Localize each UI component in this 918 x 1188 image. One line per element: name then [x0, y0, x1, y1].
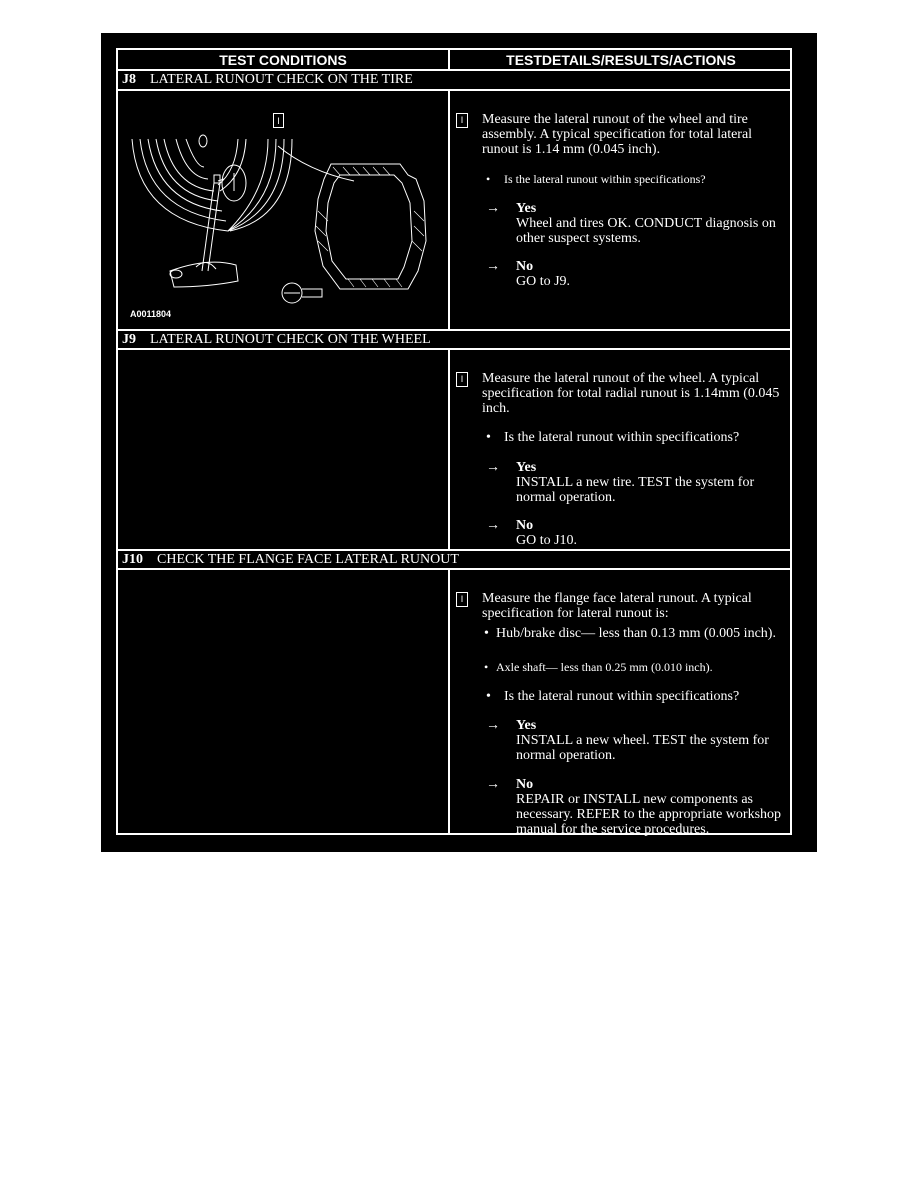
section-title-j10	[118, 551, 790, 569]
figure-code: A0011804	[130, 309, 172, 319]
spec-text: Hub/brake disc— less than 0.13 mm (0.005 inch).	[496, 626, 776, 641]
answer-label: Yes	[516, 201, 537, 216]
section-title-text: CHECK THE FLANGE FACE LATERAL RUNOUT	[157, 552, 459, 567]
spec-item	[484, 626, 784, 641]
arrow-right-icon: →	[486, 777, 500, 792]
question-text: Is the lateral runout within specifications?	[504, 689, 740, 704]
question	[486, 689, 739, 704]
j8-details	[450, 91, 792, 329]
answer-text: GO to J9.	[516, 274, 571, 289]
section-title-text: LATERAL RUNOUT CHECK ON THE WHEEL	[150, 332, 431, 347]
section-title-text: LATERAL RUNOUT CHECK ON THE TIRE	[150, 72, 413, 87]
j8-figure	[118, 91, 448, 329]
answer-label: No	[516, 518, 534, 533]
section-title-j8	[118, 71, 790, 89]
section-title-j9	[118, 331, 790, 349]
bullet-icon: •	[486, 430, 491, 445]
header-test-conditions: TEST CONDITIONS	[219, 51, 347, 68]
answer-text: Wheel and tires OK. CONDUCT diagnosis on other suspect systems.	[516, 216, 776, 246]
spec-text: Axle shaft— less than 0.25 mm (0.010 inch).	[496, 660, 713, 674]
column-divider	[448, 50, 450, 69]
j9-details	[450, 350, 792, 549]
arrow-right-icon: →	[486, 259, 500, 274]
arrow-right-icon: →	[486, 460, 500, 475]
answer-label: Yes	[516, 718, 537, 733]
instruction-text: Measure the lateral runout of the wheel. A typical specification for total radial runout is 1.14mm (0.045 inch.	[482, 371, 780, 416]
answer-text: REPAIR or INSTALL new components as necessary. REFER to the appropriate workshop manual for the service procedures.	[516, 792, 782, 837]
answer-text: INSTALL a new wheel. TEST the system for normal operation.	[516, 733, 769, 763]
answer-label: Yes	[516, 460, 537, 475]
answer-text: INSTALL a new tire. TEST the system for normal operation.	[516, 475, 755, 505]
step-marker: I	[456, 592, 468, 607]
question	[486, 172, 706, 187]
step-marker: I	[456, 113, 468, 128]
instruction-text: Measure the flange face lateral runout. A typical specification for lateral runout is:	[482, 591, 752, 621]
bullet-icon: •	[484, 626, 489, 641]
question-text: Is the lateral runout within specifications?	[504, 430, 740, 445]
bullet-icon: •	[486, 172, 491, 186]
section-id: J8	[122, 72, 136, 87]
tire-runout-illustration-icon	[118, 91, 448, 329]
question	[486, 430, 739, 445]
spec-item	[484, 660, 784, 675]
header-test-details: TESTDETAILS/RESULTS/ACTIONS	[506, 51, 736, 68]
diagnostic-table	[116, 48, 792, 835]
answer-label: No	[516, 777, 534, 792]
bullet-icon: •	[484, 660, 489, 674]
section-id: J10	[122, 552, 143, 567]
figure-step-marker: I	[273, 113, 284, 128]
arrow-right-icon: →	[486, 718, 500, 733]
j9-conditions	[118, 350, 448, 549]
answer-text: GO to J10.	[516, 533, 578, 548]
section-id: J9	[122, 332, 136, 347]
step-marker: I	[456, 372, 468, 387]
arrow-right-icon: →	[486, 201, 500, 216]
instruction-text: Measure the lateral runout of the wheel and tire assembly. A typical specification for total lateral runout is 1.14 mm (0.045 inch).	[482, 112, 753, 157]
j10-conditions	[118, 570, 448, 835]
arrow-right-icon: →	[486, 518, 500, 533]
j10-details	[450, 570, 792, 835]
question-text: Is the lateral runout within specifications?	[504, 172, 706, 186]
bullet-icon: •	[486, 689, 491, 704]
answer-label: No	[516, 259, 534, 274]
